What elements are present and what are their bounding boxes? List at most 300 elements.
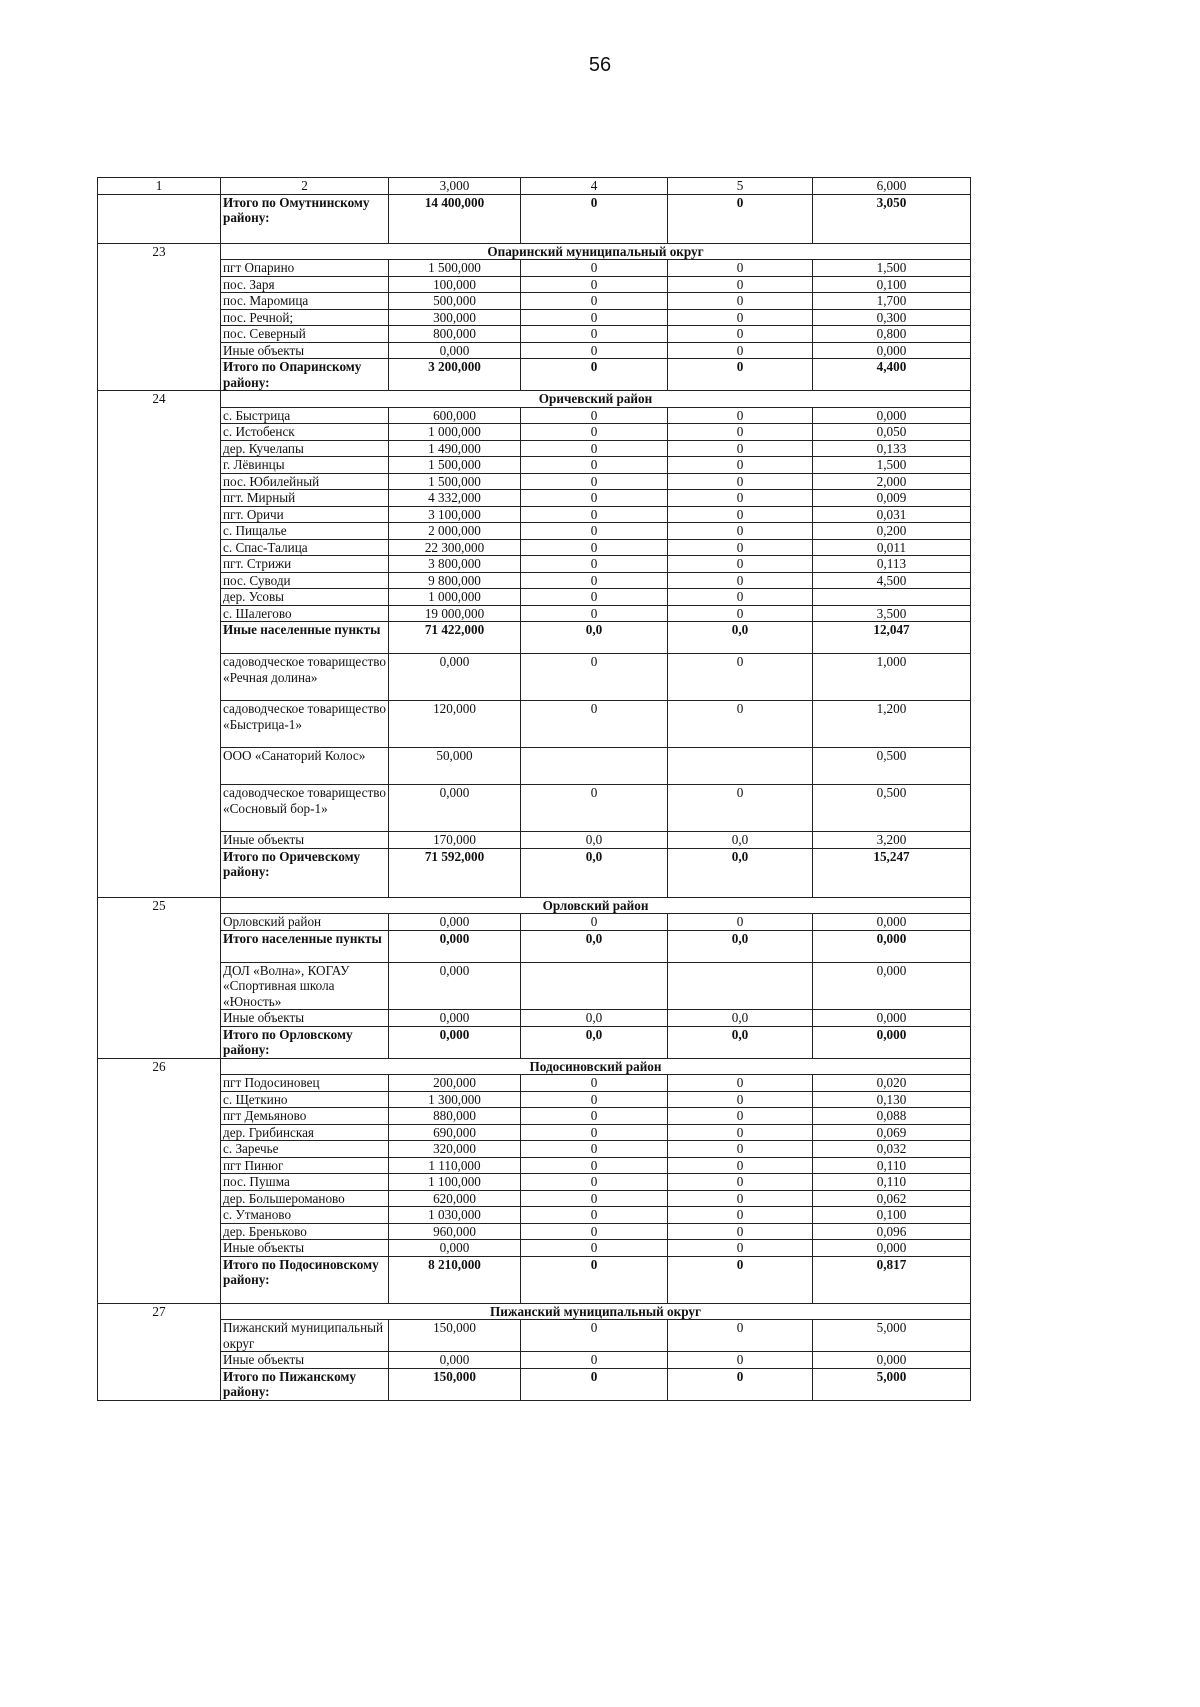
table-row — [98, 1091, 971, 1108]
value-cell: 0,000 — [389, 914, 521, 931]
header-cell: 5 — [668, 178, 813, 195]
table-row — [98, 1010, 971, 1027]
table-row — [98, 1352, 971, 1369]
value-cell: 0 — [521, 1256, 668, 1303]
value-cell: 71 422,000 — [389, 622, 521, 654]
value-cell: 880,000 — [389, 1108, 521, 1125]
value-cell: 22 300,000 — [389, 539, 521, 556]
value-cell: 0,020 — [813, 1075, 971, 1092]
table-row — [98, 309, 971, 326]
section-title: Подосиновский район — [221, 1058, 971, 1075]
row-name: ООО «Санаторий Колос» — [221, 748, 389, 785]
value-cell: 0 — [668, 1352, 813, 1369]
table-row — [98, 1256, 971, 1303]
value-cell: 15,247 — [813, 848, 971, 897]
table-row — [98, 1075, 971, 1092]
row-name: пос. Заря — [221, 276, 389, 293]
table-row — [98, 457, 971, 474]
value-cell: 0 — [521, 1207, 668, 1224]
value-cell: 0,0 — [521, 930, 668, 962]
value-cell: 3,050 — [813, 194, 971, 243]
value-cell: 0 — [521, 276, 668, 293]
table-row — [98, 1174, 971, 1191]
row-name: садоводческое товарищество «Быстрица-1» — [221, 701, 389, 748]
row-name: пгт Демьяново — [221, 1108, 389, 1125]
value-cell: 0,000 — [389, 1240, 521, 1257]
value-cell: 0,000 — [389, 654, 521, 701]
value-cell: 0 — [521, 440, 668, 457]
value-cell: 690,000 — [389, 1124, 521, 1141]
value-cell: 0 — [668, 523, 813, 540]
value-cell: 0,000 — [813, 407, 971, 424]
value-cell — [668, 962, 813, 1010]
table-row — [98, 848, 971, 897]
table-row — [98, 1240, 971, 1257]
table-row — [98, 748, 971, 785]
value-cell: 50,000 — [389, 748, 521, 785]
value-cell: 0,000 — [389, 930, 521, 962]
value-cell: 0 — [521, 407, 668, 424]
value-cell: 2 000,000 — [389, 523, 521, 540]
row-name: пгт. Стрижи — [221, 556, 389, 573]
value-cell: 0 — [668, 1240, 813, 1257]
row-name: пос. Северный — [221, 326, 389, 343]
table-row — [98, 490, 971, 507]
value-cell: 0 — [521, 523, 668, 540]
value-cell: 14 400,000 — [389, 194, 521, 243]
table-row — [98, 1108, 971, 1125]
row-name: Пижанский муниципальный округ — [221, 1320, 389, 1352]
row-name: Иные объекты — [221, 1352, 389, 1369]
value-cell: 0 — [521, 1157, 668, 1174]
header-cell: 3,000 — [389, 178, 521, 195]
value-cell: 0 — [521, 654, 668, 701]
value-cell: 0 — [668, 1207, 813, 1224]
value-cell: 4 332,000 — [389, 490, 521, 507]
value-cell: 0 — [521, 1190, 668, 1207]
value-cell: 0 — [521, 605, 668, 622]
table-row — [98, 962, 971, 1010]
value-cell: 12,047 — [813, 622, 971, 654]
value-cell: 2,000 — [813, 473, 971, 490]
value-cell: 0,110 — [813, 1174, 971, 1191]
value-cell: 0,088 — [813, 1108, 971, 1125]
value-cell: 1 000,000 — [389, 589, 521, 606]
value-cell: 0 — [668, 194, 813, 243]
row-name: дер. Бреньково — [221, 1223, 389, 1240]
table-row — [98, 1157, 971, 1174]
value-cell: 1 500,000 — [389, 457, 521, 474]
row-name: Иные объекты — [221, 832, 389, 849]
value-cell — [668, 748, 813, 785]
value-cell: 1 110,000 — [389, 1157, 521, 1174]
row-index — [98, 194, 221, 243]
value-cell: 0,000 — [813, 1240, 971, 1257]
section-index: 23 — [98, 243, 221, 391]
value-cell — [521, 962, 668, 1010]
value-cell: 0 — [521, 1174, 668, 1191]
value-cell: 0 — [521, 1352, 668, 1369]
value-cell: 0 — [668, 654, 813, 701]
value-cell: 0,800 — [813, 326, 971, 343]
value-cell: 0,000 — [813, 342, 971, 359]
value-cell: 0 — [668, 785, 813, 832]
value-cell: 0,0 — [521, 832, 668, 849]
value-cell: 0 — [521, 506, 668, 523]
value-cell: 0 — [668, 1223, 813, 1240]
value-cell: 0,000 — [813, 1026, 971, 1058]
value-cell: 0,113 — [813, 556, 971, 573]
value-cell: 0 — [668, 309, 813, 326]
header-cell: 2 — [221, 178, 389, 195]
value-cell: 600,000 — [389, 407, 521, 424]
table-row — [98, 1190, 971, 1207]
header-row — [98, 178, 971, 195]
value-cell: 0 — [521, 556, 668, 573]
value-cell: 100,000 — [389, 276, 521, 293]
section-title: Оричевский район — [221, 391, 971, 408]
value-cell: 0 — [521, 342, 668, 359]
value-cell: 0 — [521, 572, 668, 589]
value-cell: 0 — [668, 490, 813, 507]
value-cell: 0 — [668, 440, 813, 457]
value-cell: 0 — [668, 326, 813, 343]
value-cell: 0,000 — [813, 962, 971, 1010]
value-cell: 0,050 — [813, 424, 971, 441]
value-cell: 0,062 — [813, 1190, 971, 1207]
table-row — [98, 293, 971, 310]
row-name: ДОЛ «Волна», КОГАУ «Спортивная школа «Юность» — [221, 962, 389, 1010]
value-cell: 0 — [521, 326, 668, 343]
table-row — [98, 1124, 971, 1141]
row-name: дер. Большероманово — [221, 1190, 389, 1207]
table-row — [98, 424, 971, 441]
value-cell: 0 — [521, 1368, 668, 1400]
value-cell: 0 — [521, 424, 668, 441]
value-cell: 0 — [668, 359, 813, 391]
value-cell: 0 — [668, 539, 813, 556]
value-cell: 0 — [668, 342, 813, 359]
value-cell: 0 — [521, 473, 668, 490]
table-row — [98, 701, 971, 748]
value-cell: 9 800,000 — [389, 572, 521, 589]
value-cell: 0 — [668, 1075, 813, 1092]
value-cell: 200,000 — [389, 1075, 521, 1092]
row-name: садоводческое товарищество «Сосновый бор-1» — [221, 785, 389, 832]
value-cell: 0 — [521, 785, 668, 832]
table-row — [98, 523, 971, 540]
value-cell — [813, 589, 971, 606]
value-cell: 0 — [668, 701, 813, 748]
table-row — [98, 407, 971, 424]
row-name: Иные объекты — [221, 1010, 389, 1027]
value-cell: 0 — [668, 572, 813, 589]
value-cell: 0,009 — [813, 490, 971, 507]
table-row — [98, 506, 971, 523]
value-cell: 620,000 — [389, 1190, 521, 1207]
row-name: пгт. Мирный — [221, 490, 389, 507]
value-cell: 0,0 — [521, 622, 668, 654]
value-cell: 0,069 — [813, 1124, 971, 1141]
row-name: Иные объекты — [221, 342, 389, 359]
value-cell: 0 — [521, 1141, 668, 1158]
value-cell: 0 — [668, 589, 813, 606]
value-cell: 0,000 — [813, 1010, 971, 1027]
value-cell: 0 — [521, 539, 668, 556]
value-cell: 0,0 — [521, 1026, 668, 1058]
value-cell: 0,000 — [389, 962, 521, 1010]
table-row — [98, 326, 971, 343]
value-cell: 8 210,000 — [389, 1256, 521, 1303]
row-name: пос. Речной; — [221, 309, 389, 326]
value-cell: 0,0 — [668, 622, 813, 654]
value-cell: 0 — [521, 1223, 668, 1240]
value-cell: 0 — [668, 1320, 813, 1352]
table-row — [98, 539, 971, 556]
value-cell: 0 — [521, 1240, 668, 1257]
value-cell: 0,000 — [389, 342, 521, 359]
value-cell: 0 — [521, 359, 668, 391]
row-name: Итого по Орловскому району: — [221, 1026, 389, 1058]
table-row — [98, 572, 971, 589]
table-row — [98, 785, 971, 832]
section-title: Пижанский муниципальный округ — [221, 1303, 971, 1320]
row-name: пос. Юбилейный — [221, 473, 389, 490]
value-cell: 0,031 — [813, 506, 971, 523]
value-cell: 0 — [521, 1320, 668, 1352]
value-cell: 0 — [521, 701, 668, 748]
value-cell: 0,133 — [813, 440, 971, 457]
value-cell: 800,000 — [389, 326, 521, 343]
row-name: Итого по Пижанскому району: — [221, 1368, 389, 1400]
value-cell: 3,500 — [813, 605, 971, 622]
value-cell: 0 — [668, 1124, 813, 1141]
value-cell: 0,000 — [813, 914, 971, 931]
row-name: пгт. Оричи — [221, 506, 389, 523]
value-cell: 0 — [668, 1141, 813, 1158]
value-cell: 0,000 — [389, 785, 521, 832]
value-cell: 1,500 — [813, 260, 971, 277]
value-cell: 320,000 — [389, 1141, 521, 1158]
row-name: пгт Подосиновец — [221, 1075, 389, 1092]
value-cell: 19 000,000 — [389, 605, 521, 622]
row-name: дер. Кучелапы — [221, 440, 389, 457]
table-row — [98, 605, 971, 622]
section-row — [98, 243, 971, 260]
value-cell: 0 — [521, 457, 668, 474]
row-name: пос. Суводи — [221, 572, 389, 589]
table-row — [98, 832, 971, 849]
row-name: садоводческое товарищество «Речная долина» — [221, 654, 389, 701]
value-cell: 0,817 — [813, 1256, 971, 1303]
value-cell: 1 490,000 — [389, 440, 521, 457]
section-index: 24 — [98, 391, 221, 898]
value-cell: 1 500,000 — [389, 260, 521, 277]
table-row — [98, 1320, 971, 1352]
value-cell: 1 030,000 — [389, 1207, 521, 1224]
document-sheet — [97, 177, 971, 1401]
value-cell: 0,000 — [813, 1352, 971, 1369]
value-cell: 3 200,000 — [389, 359, 521, 391]
page-number: 56 — [588, 54, 612, 76]
table-row — [98, 1141, 971, 1158]
value-cell: 1,200 — [813, 701, 971, 748]
section-index: 26 — [98, 1058, 221, 1303]
table-row — [98, 276, 971, 293]
table-row — [98, 473, 971, 490]
value-cell: 1 500,000 — [389, 473, 521, 490]
value-cell: 170,000 — [389, 832, 521, 849]
table-row — [98, 260, 971, 277]
value-cell: 960,000 — [389, 1223, 521, 1240]
value-cell: 150,000 — [389, 1320, 521, 1352]
value-cell: 0 — [668, 605, 813, 622]
value-cell: 3,200 — [813, 832, 971, 849]
row-name: пгт Пинюг — [221, 1157, 389, 1174]
value-cell: 3 100,000 — [389, 506, 521, 523]
value-cell: 0,100 — [813, 1207, 971, 1224]
value-cell: 0 — [521, 260, 668, 277]
row-name: с. Спас-Талица — [221, 539, 389, 556]
value-cell: 1 000,000 — [389, 424, 521, 441]
value-cell: 0,500 — [813, 748, 971, 785]
row-name: пгт Опарино — [221, 260, 389, 277]
value-cell: 1 100,000 — [389, 1174, 521, 1191]
section-title: Орловский район — [221, 897, 971, 914]
row-name: Орловский район — [221, 914, 389, 931]
row-name: пос. Пушма — [221, 1174, 389, 1191]
value-cell: 0 — [668, 424, 813, 441]
value-cell: 0 — [668, 457, 813, 474]
row-name: Иные населенные пункты — [221, 622, 389, 654]
value-cell: 500,000 — [389, 293, 521, 310]
row-name: Итого по Омутнинскому району: — [221, 194, 389, 243]
section-row — [98, 391, 971, 408]
table-row — [98, 556, 971, 573]
value-cell: 0,500 — [813, 785, 971, 832]
value-cell: 0,000 — [389, 1026, 521, 1058]
value-cell: 300,000 — [389, 309, 521, 326]
value-cell: 0 — [668, 260, 813, 277]
value-cell: 4,500 — [813, 572, 971, 589]
row-name: с. Истобенск — [221, 424, 389, 441]
value-cell: 0,0 — [521, 848, 668, 897]
row-name: Итого населенные пункты — [221, 930, 389, 962]
value-cell: 0 — [521, 1091, 668, 1108]
value-cell: 0 — [668, 407, 813, 424]
value-cell: 3 800,000 — [389, 556, 521, 573]
value-cell: 150,000 — [389, 1368, 521, 1400]
value-cell: 0 — [668, 473, 813, 490]
value-cell: 0 — [668, 506, 813, 523]
value-cell: 0 — [521, 914, 668, 931]
row-name: с. Быстрица — [221, 407, 389, 424]
row-name: с. Заречье — [221, 1141, 389, 1158]
table-row — [98, 194, 971, 243]
section-index: 27 — [98, 1303, 221, 1400]
value-cell: 1,000 — [813, 654, 971, 701]
value-cell: 0 — [668, 556, 813, 573]
section-title: Опаринский муниципальный округ — [221, 243, 971, 260]
value-cell: 1,700 — [813, 293, 971, 310]
value-cell: 0 — [521, 490, 668, 507]
value-cell: 0 — [521, 1075, 668, 1092]
table-row — [98, 622, 971, 654]
value-cell: 0,0 — [668, 930, 813, 962]
value-cell: 0 — [521, 1124, 668, 1141]
value-cell: 0,000 — [389, 1352, 521, 1369]
value-cell: 0 — [668, 1174, 813, 1191]
section-row — [98, 1058, 971, 1075]
value-cell: 0 — [668, 1190, 813, 1207]
table-row — [98, 589, 971, 606]
value-cell: 0 — [668, 1256, 813, 1303]
value-cell: 0 — [668, 1091, 813, 1108]
data-table — [97, 177, 971, 1401]
row-name: с. Утманово — [221, 1207, 389, 1224]
value-cell: 0 — [668, 276, 813, 293]
table-row — [98, 359, 971, 391]
row-name: Иные объекты — [221, 1240, 389, 1257]
table-row — [98, 654, 971, 701]
value-cell: 0,0 — [521, 1010, 668, 1027]
value-cell: 0,000 — [389, 1010, 521, 1027]
value-cell: 0 — [668, 1108, 813, 1125]
header-cell: 4 — [521, 178, 668, 195]
value-cell: 0 — [668, 1368, 813, 1400]
value-cell: 0,000 — [813, 930, 971, 962]
section-index: 25 — [98, 897, 221, 1058]
value-cell: 0 — [521, 293, 668, 310]
value-cell: 0,011 — [813, 539, 971, 556]
row-name: с. Щеткино — [221, 1091, 389, 1108]
value-cell: 0 — [521, 194, 668, 243]
table-row — [98, 440, 971, 457]
section-row — [98, 897, 971, 914]
value-cell: 0,130 — [813, 1091, 971, 1108]
value-cell: 0 — [521, 1108, 668, 1125]
value-cell: 0 — [668, 914, 813, 931]
value-cell: 120,000 — [389, 701, 521, 748]
value-cell: 0,200 — [813, 523, 971, 540]
row-name: с. Шалегово — [221, 605, 389, 622]
value-cell: 0,0 — [668, 1026, 813, 1058]
table-row — [98, 1207, 971, 1224]
table-row — [98, 1368, 971, 1400]
value-cell: 5,000 — [813, 1320, 971, 1352]
value-cell: 1,500 — [813, 457, 971, 474]
row-name: Итого по Опаринскому району: — [221, 359, 389, 391]
row-name: с. Пищалье — [221, 523, 389, 540]
value-cell: 0,300 — [813, 309, 971, 326]
table-body — [98, 178, 971, 1401]
value-cell: 0 — [521, 589, 668, 606]
value-cell: 0,0 — [668, 848, 813, 897]
value-cell: 0,032 — [813, 1141, 971, 1158]
value-cell: 0 — [668, 1157, 813, 1174]
value-cell: 4,400 — [813, 359, 971, 391]
row-name: пос. Маромица — [221, 293, 389, 310]
header-cell: 6,000 — [813, 178, 971, 195]
row-name: дер. Грибинская — [221, 1124, 389, 1141]
row-name: г. Лёвинцы — [221, 457, 389, 474]
value-cell: 0,096 — [813, 1223, 971, 1240]
value-cell: 0,0 — [668, 832, 813, 849]
value-cell: 0,0 — [668, 1010, 813, 1027]
table-row — [98, 930, 971, 962]
row-name: дер. Усовы — [221, 589, 389, 606]
value-cell: 0 — [521, 309, 668, 326]
